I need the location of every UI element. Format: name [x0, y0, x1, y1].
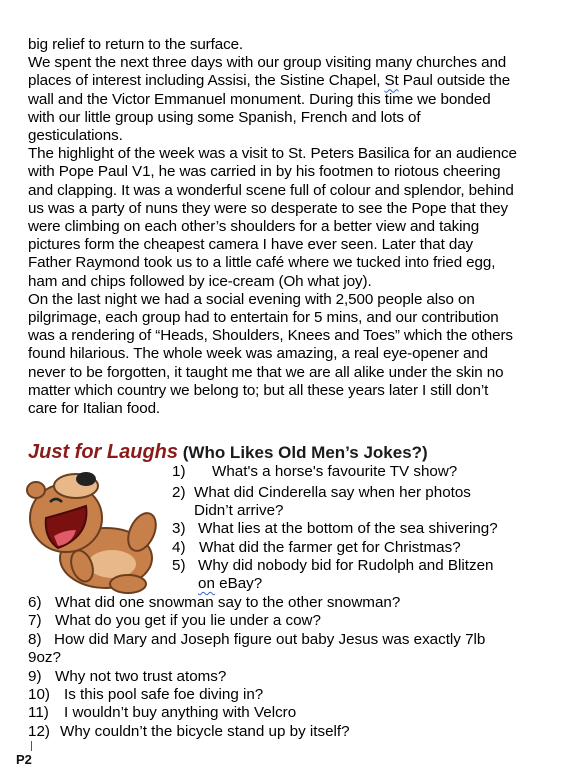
- joke-item: [28, 704, 296, 722]
- joke-item: [28, 594, 400, 612]
- joke-item: [28, 686, 263, 704]
- joke-number: 12): [28, 723, 50, 740]
- joke-text: What did Cinderella say when her photos: [194, 484, 471, 501]
- joke-text: What did the farmer get for Christmas?: [199, 539, 461, 556]
- joke-item: [172, 484, 471, 520]
- story-paragraph: big relief to return to the surface.: [28, 36, 244, 53]
- joke-text-continued: Didn’t arrive?: [194, 502, 284, 520]
- joke-text: What do you get if you lie under a cow?: [55, 612, 321, 629]
- joke-text-continued: eBay?: [214, 575, 263, 593]
- jokes-heading-title: Just for Laughs: [28, 441, 179, 463]
- text-cursor: [31, 741, 32, 751]
- jokes-heading-subtitle: (Who Likes Old Men’s Jokes?): [178, 443, 428, 462]
- joke-number: 3): [172, 520, 186, 537]
- joke-item: [172, 463, 457, 481]
- joke-number: 4): [172, 539, 186, 556]
- joke-item: [28, 723, 350, 741]
- joke-item: [28, 631, 528, 667]
- joke-number: 1): [172, 463, 186, 480]
- joke-number: 2): [172, 484, 186, 501]
- joke-text: How did Mary and Joseph figure out baby Jesus was exactly 7lb: [54, 631, 486, 648]
- joke-number: 5): [172, 557, 186, 574]
- joke-number: 9): [28, 668, 42, 685]
- joke-number: 7): [28, 612, 42, 629]
- story-text: [28, 36, 518, 418]
- spellcheck-word: St: [384, 72, 399, 90]
- joke-text: What's a horse's favourite TV show?: [212, 463, 458, 480]
- joke-item: [172, 539, 461, 557]
- joke-text: I wouldn’t buy anything with Velcro: [64, 704, 297, 721]
- joke-text: Why not two trust atoms?: [55, 668, 227, 685]
- page-number: P2: [16, 752, 32, 767]
- story-paragraph: On the last night we had a social evening with 2,500 people also on pilgrimage, each group had to entertain for 5 mins, and our contribution was a rendering of “Heads, Shoulders, Knees and Toes” which the others found hilarious. The whole week was amazing, a real eye-opener and never to be forgotten, it taught me that we are all alike under the skin no matter which country we belong to; but all these years later I still don’t care for Italian food.: [28, 290, 513, 418]
- joke-number: 11): [28, 704, 49, 721]
- joke-number: 8): [28, 631, 42, 648]
- spellcheck-word: on: [198, 575, 215, 593]
- joke-text: Is this pool safe foe diving in?: [64, 686, 264, 703]
- story-paragraph: We spent the next three days with our group visiting many churches and places of interest including Assisi, the Sistine Chapel, St Paul outside the wall and the Victor Emmanuel monument. During this time we bonded with our little group using some Spanish, French and lots of gesticulations.: [28, 54, 511, 145]
- joke-text: Why did nobody bid for Rudolph and Blitzen: [198, 557, 494, 574]
- jokes-heading: [28, 441, 428, 465]
- joke-text: Why couldn’t the bicycle stand up by itself?: [60, 723, 350, 740]
- joke-item: [172, 557, 494, 593]
- story-paragraph: The highlight of the week was a visit to St. Peters Basilica for an audience with Pope Paul V1, he was carried in by his footmen to riotous cheering and clapping. It was a wonderful scene full of colour and splendor, behind us was a party of nuns they were so desperate to see the Pope that they were climbing on each other’s shoulders for a better view and taking pictures form the cheapest camera I have ever seen. Later that day Father Raymond took us to a little café where we tucked into fried egg, ham and chips followed by ice-cream (Oh what joy).: [28, 145, 517, 290]
- joke-text: What lies at the bottom of the sea shivering?: [198, 520, 498, 537]
- joke-number: 6): [28, 594, 42, 611]
- joke-item: [28, 668, 226, 686]
- joke-item: [172, 520, 498, 538]
- joke-text-continued: 9oz?: [28, 649, 61, 667]
- laughing-bear-icon: [24, 466, 164, 596]
- joke-number: 10): [28, 686, 50, 703]
- joke-item: [28, 612, 321, 630]
- joke-text: What did one snowman say to the other snowman?: [55, 594, 401, 611]
